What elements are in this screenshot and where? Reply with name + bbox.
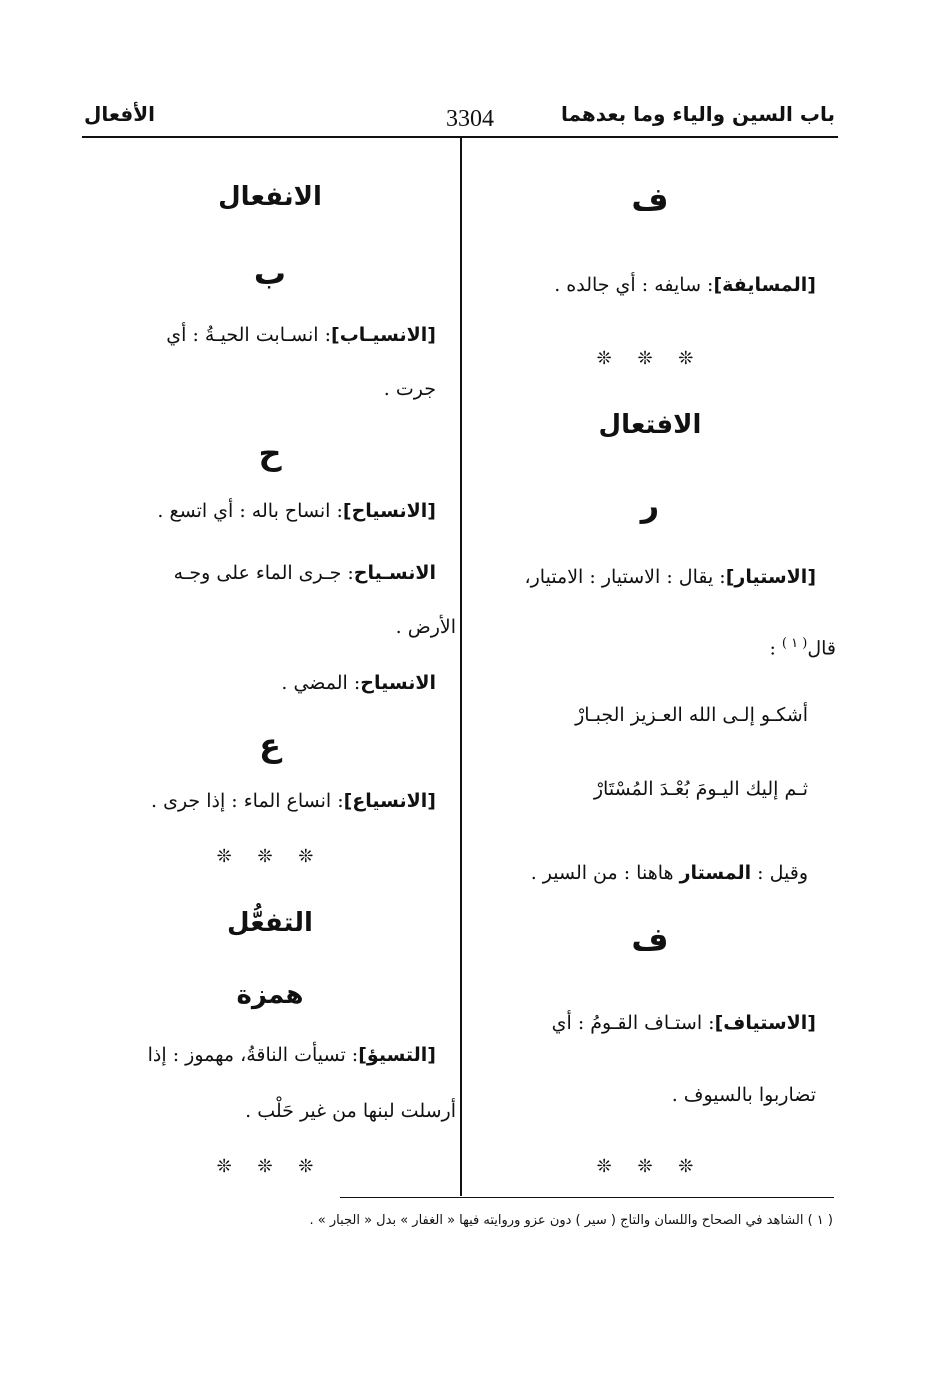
entry-insiyah-3 <box>281 672 436 694</box>
entry-istiyaf <box>552 1012 816 1034</box>
letter-heading-fa-2: ف <box>631 920 669 958</box>
headword: المستار <box>679 862 752 884</box>
footnote-ref: ( ١ ) <box>781 636 808 651</box>
headword: [الاستيار] <box>725 566 816 588</box>
definition: : المضي . <box>281 672 361 694</box>
definition: : استـاف القـومُ : أي <box>551 1012 715 1034</box>
section-separator: ❊ ❊ ❊ <box>216 846 324 867</box>
definition: : جـرى الماء على وجـه <box>173 562 354 584</box>
qal-word: قال <box>807 637 836 660</box>
footnote-rule <box>340 1197 834 1198</box>
headword: [الانسياح] <box>342 500 436 522</box>
page-number: 3304 <box>446 106 494 132</box>
entry-insiyab-continued: جرت . <box>383 378 436 400</box>
entry-insiya3 <box>151 790 436 812</box>
entry-istiyaf-continued: تضاربوا بالسيوف . <box>671 1084 816 1106</box>
entry-istiyar <box>524 566 816 588</box>
running-header-left: الأفعال <box>84 102 155 126</box>
definition: : انساح باله : أي اتسع . <box>157 500 343 522</box>
entry-insiyah-2-continued: الأرض . <box>395 616 456 638</box>
entry-tasayyu <box>148 1044 436 1066</box>
entry-insiyah-2 <box>174 562 436 584</box>
section-heading-ifti3al: الافتعال <box>598 410 702 440</box>
verse-line-2: ثـم إليك اليـومَ بُعْـدَ المُسْتَارْ <box>593 778 808 800</box>
headword: [التسيؤ] <box>358 1044 436 1066</box>
section-separator: ❊ ❊ ❊ <box>596 1156 704 1177</box>
entry-musayafa <box>554 274 816 296</box>
letter-heading-ha: ح <box>258 434 282 472</box>
section-heading-tafa33ul: التفعُّل <box>227 908 313 938</box>
headword: الانسياح <box>360 672 436 694</box>
letter-heading-ba: ب <box>253 254 287 292</box>
definition: : يقال : الاستيار : الامتيار، <box>524 566 726 588</box>
headword: [الاستياف] <box>714 1012 816 1034</box>
entry-tasayyu-continued: أرسلت لبنها من غير حَلْب . <box>245 1100 456 1122</box>
entry-insiyab <box>166 324 436 346</box>
section-separator: ❊ ❊ ❊ <box>216 1156 324 1177</box>
definition: : انساع الماء : إذا جرى . <box>151 790 344 812</box>
headword: الانسـياح <box>353 562 436 584</box>
headword: [المسايفة] <box>713 274 816 296</box>
section-separator: ❊ ❊ ❊ <box>596 348 704 369</box>
quote-intro: قال$^{( ١ )}$ : <box>769 636 836 660</box>
letter-heading-ra: ر <box>640 486 660 524</box>
definition: : تسيأت الناقةُ، مهموز : إذا <box>147 1044 359 1066</box>
headword: [الانسيـاب] <box>331 324 436 346</box>
section-heading-hamza: همزة <box>236 980 304 1010</box>
running-header-right: باب السين والياء وما بعدهما <box>560 102 835 126</box>
letter-heading-ayn: ع <box>259 726 281 764</box>
definition: : سايفه : أي جالده . <box>554 274 714 296</box>
entry-insiyah-1 <box>157 500 436 522</box>
footnote: ( ١ ) الشاهد في الصحاح واللسان والتاج ( سير ) دون عزو وروايته فيها « الغفار » بدل « الجبار » . <box>309 1213 833 1228</box>
headword: [الانسياع] <box>343 790 436 812</box>
section-heading-infi3al: الانفعال <box>218 182 322 212</box>
letter-heading-fa: ف <box>631 180 669 218</box>
definition: : انسـابت الحيـةُ : أي <box>166 324 332 346</box>
entry-qila: وقيل : المستار هاهنا : من السير . <box>530 862 808 884</box>
verse-line-1: أشكـو إلـى الله العـزيز الجبـارْ <box>575 704 808 726</box>
column-divider <box>460 138 462 1196</box>
